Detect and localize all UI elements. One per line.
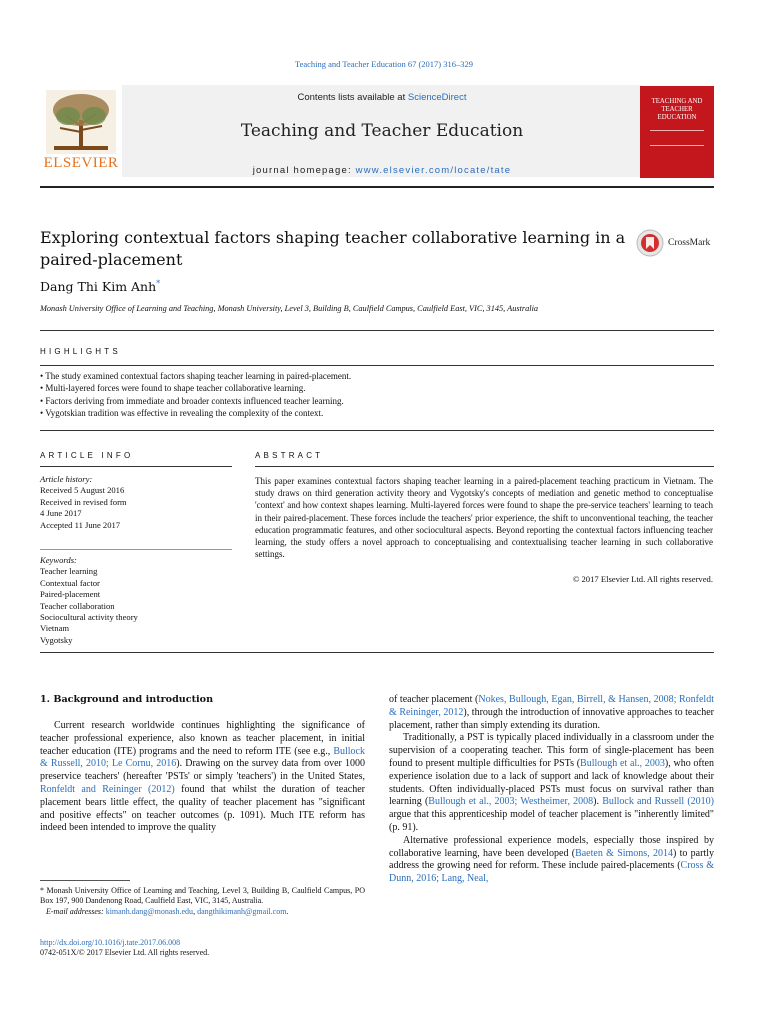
keyword-item: Contextual factor (40, 577, 100, 588)
keyword-item: Sociocultural activity theory (40, 612, 138, 623)
divider-top-highlights (40, 330, 714, 331)
paragraph (389, 835, 714, 886)
text-run: Current research worldwide continues highlighting the significance of teacher professional experience, also known as teacher placement, in initial teacher education (ITE) programs and the need to reform ITE (see e.g., (40, 720, 365, 757)
text-run: of teacher placement ( (389, 694, 479, 705)
history-line: 4 June 2017 (40, 508, 82, 519)
issn-line: 0742-051X/© 2017 Elsevier Ltd. All rights reserved. (40, 948, 210, 958)
text-run: ). Drawing on the survey data from over 1000 preservice teachers' (hereafter 'PSTs' or simply 'teachers') in the United States, (40, 758, 365, 783)
article-title: Exploring contextual factors shaping teacher collaborative learning in a paired-placement (40, 228, 626, 269)
citation-link[interactable]: Bullough et al., 2003 (580, 757, 665, 769)
keyword-item: Teacher learning (40, 566, 98, 577)
keyword-item: Teacher collaboration (40, 600, 115, 611)
crossmark-icon (636, 229, 664, 257)
divider-article-info (40, 466, 232, 467)
abstract-text: This paper examines contextual factors shaping teacher learning in a paired-placement teaching practicum in Vietnam. The study draws on third generation activity theory and Vygotsky's concepts of mediation and genetic method to conceptualise 'context' and how context shapes learning. Multi-layered forces were found to shape the pre-service teachers' learning to teach in their paired-placement. These forces include the teachers' prior experience, the shift to unconventional teaching, the teacher education programmatic features, and other sociocultural aspects. Beyond reporting the contextual factors influencing teacher learning, the study offers a novel approach to conceptualising and contextualising teacher learning in such collaborative settings. (255, 476, 713, 560)
citation-link[interactable]: Ronfeldt and Reininger (2012) (40, 783, 175, 795)
contents-line (122, 92, 642, 103)
abstract-copyright: © 2017 Elsevier Ltd. All rights reserved. (572, 574, 713, 584)
history-line: Received in revised form (40, 496, 127, 507)
author-footnote-mark[interactable]: * (156, 279, 161, 288)
body-left-column (40, 720, 365, 835)
article-info-heading: ARTICLE INFO (40, 451, 134, 460)
doi-link[interactable]: http://dx.doi.org/10.1016/j.tate.2017.06.008 (40, 938, 181, 947)
citation-link[interactable]: Cross & Dunn, 2016; Lang, Neal, (389, 860, 714, 885)
divider-highlights (40, 365, 714, 366)
footnote-emails (40, 907, 365, 917)
crossmark-label: CrossMark (668, 238, 711, 248)
cover-title: TEACHING AND TEACHER EDUCATION (651, 98, 703, 121)
citation-link[interactable]: Baeten & Simons, 2014 (575, 847, 673, 859)
history-line: Received 5 August 2016 (40, 485, 125, 496)
crossmark-badge[interactable] (636, 229, 716, 259)
journal-homepage-link[interactable]: www.elsevier.com/locate/tate (355, 165, 512, 176)
sciencedirect-link[interactable]: ScienceDirect (407, 92, 467, 103)
abstract-heading: ABSTRACT (255, 451, 324, 460)
paragraph (40, 720, 365, 835)
text-run: Alternative professional experience models, especially those inspired by collaborative learning, have been developed ( (389, 834, 714, 859)
highlights-heading: HIGHLIGHTS (40, 347, 121, 356)
footnote-divider (40, 880, 130, 881)
divider-body (40, 652, 714, 653)
journal-cover-image (640, 86, 714, 178)
author-name (40, 279, 160, 294)
history-line: Accepted 11 June 2017 (40, 519, 121, 530)
body-right-column (389, 694, 714, 886)
divider-keywords (40, 549, 232, 550)
email-end: . (286, 906, 289, 916)
journal-citation[interactable]: Teaching and Teacher Education 67 (2017) 316–329 (294, 59, 474, 69)
paragraph (389, 732, 714, 834)
keywords-block (40, 555, 240, 646)
author-affiliation: Monash University Office of Learning and Teaching, Monash University, Level 3, Building B, Caulfield Campus, Caulfield East, VIC, 3145, Australia (40, 304, 539, 313)
homepage-prefix: journal homepage: (252, 165, 356, 176)
email-link[interactable]: kimanh.dang@monash.edu (105, 906, 194, 916)
article-history (40, 474, 240, 531)
highlight-item: • Multi-layered forces were found to shape teacher collaborative learning. (40, 382, 714, 394)
divider-abstract (255, 466, 714, 467)
citation-link[interactable]: Bullock and Russell (2010) (602, 796, 714, 808)
keyword-item: Vygotsky (40, 634, 73, 645)
footnote-text: Monash University Office of Learning and Teaching, Level 3, Building B, Caulfield Campus, PO Box 197, 900 Dandenong Road, Caulfield East, VIC, 3145, Australia. (40, 886, 365, 906)
highlight-item: • Factors deriving from immediate and broader contexts influenced teacher learning. (40, 395, 714, 407)
keyword-item: Paired-placement (40, 589, 101, 600)
email-label: E-mail addresses: (46, 906, 104, 916)
text-run: ) to partly address the growing need for reform. These include paired-placements ( (389, 847, 715, 872)
article-history-label: Article history: (40, 474, 93, 484)
text-run: Traditionally, a PST is typically placed individually in a classroom under the supervision of a cooperating teacher. This form of single-placement has been found to present multiple difficulties for PSTs ( (389, 732, 714, 769)
elsevier-tree-icon (46, 90, 116, 154)
citation-link[interactable]: Nokes, Bullough, Egan, Birrell, & Hansen, 2008; Ronfeldt & Reininger, 2012 (389, 694, 714, 718)
keyword-item: Vietnam (40, 623, 70, 634)
journal-title: Teaching and Teacher Education (240, 121, 524, 141)
highlight-item: • Vygotskian tradition was effective in revealing the complexity of the context. (40, 407, 714, 419)
footnote-address (40, 886, 365, 907)
contents-prefix: Contents lists available at (297, 92, 408, 103)
email-separator: , (193, 906, 198, 916)
elsevier-wordmark: ELSEVIER (43, 155, 119, 171)
divider-bottom-highlights (40, 430, 714, 431)
keywords-label: Keywords: (40, 555, 77, 565)
text-run: argue that this apprenticeship model of teacher placement is "inherently limited" (p. 91). (389, 809, 714, 833)
homepage-line (122, 165, 642, 176)
citation-link[interactable]: Bullock & Russell, 2010; Le Cornu, 2016 (40, 745, 365, 770)
elsevier-logo (40, 88, 122, 176)
journal-masthead (122, 85, 642, 177)
text-run: found that whilst the duration of teacher placement bears little effect, the quality of teacher placement has "significant and positive effects" on teacher outcomes (p. 1091). Much ITE reform has indeed been intended to improve the quality (40, 783, 365, 834)
section-heading-1: 1. Background and introduction (40, 694, 214, 705)
text-run: ). (593, 796, 603, 808)
footnote-mark: * (40, 886, 44, 895)
email-link[interactable]: dangthikimanh@gmail.com (197, 906, 287, 916)
cover-decoration (650, 130, 704, 146)
author-text: Dang Thi Kim Anh (40, 279, 157, 295)
citation-link[interactable]: Bullough et al., 2003; Westheimer, 2008 (428, 796, 594, 808)
footer-meta (40, 938, 209, 959)
footnote (40, 886, 365, 917)
highlight-item: • The study examined contextual factors shaping teacher learning in paired-placement. (40, 370, 714, 382)
header-divider (40, 186, 714, 188)
highlights-list (40, 370, 714, 420)
text-run: ), who often experience isolation due to a lack of support and lack of knowledge about their students. Often individually-placed PSTs must focus on survival rather than learning ( (389, 757, 714, 808)
text-run: ), through the introduction of innovative approaches to teacher placement, rather than simply extending its duration. (389, 706, 715, 731)
paragraph (389, 694, 714, 732)
